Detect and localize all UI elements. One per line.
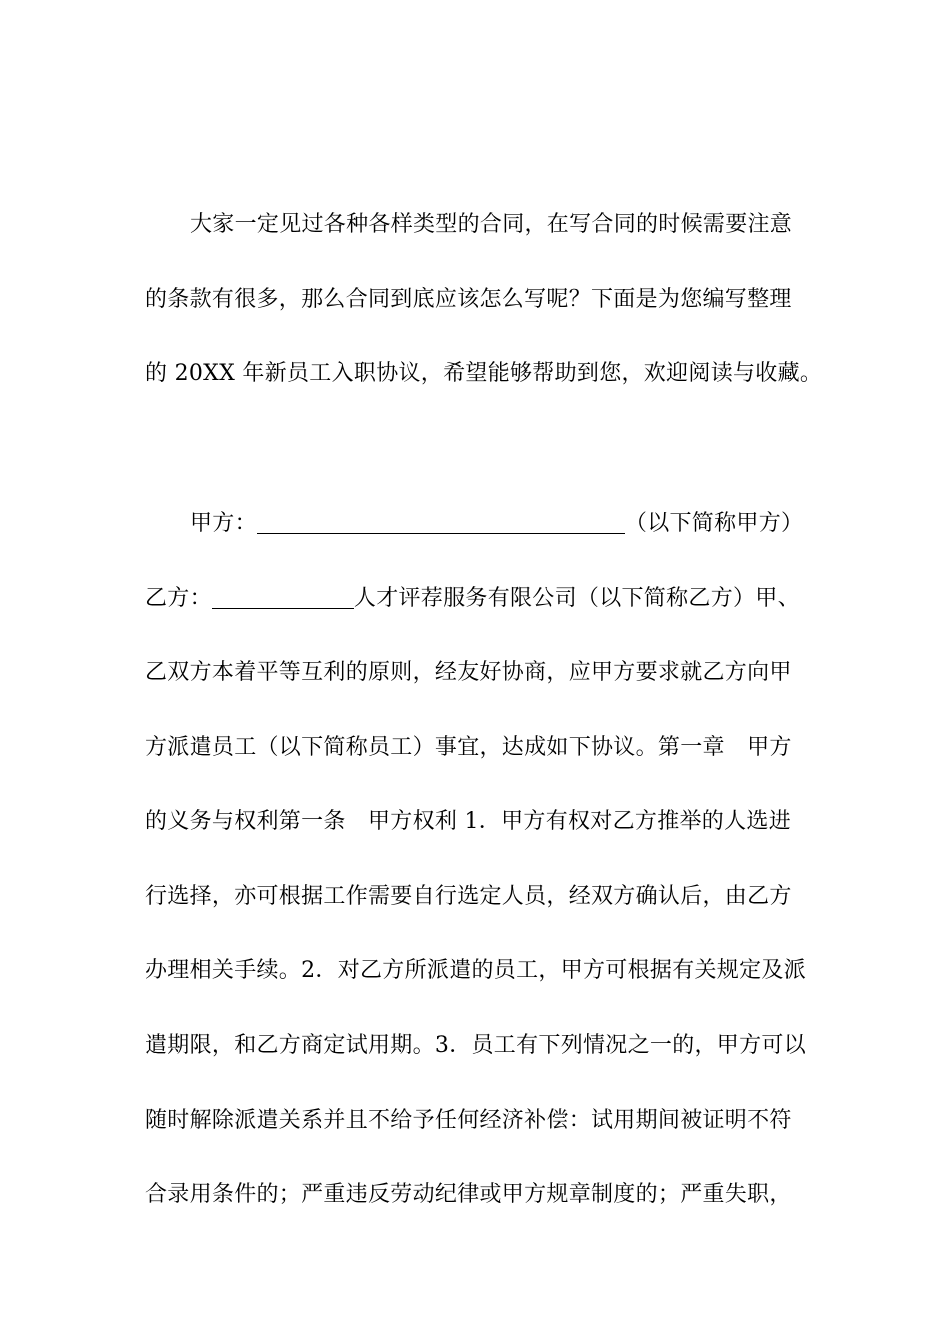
party-b-label: 乙方： bbox=[145, 586, 212, 611]
intro-line-2: 的条款有很多，那么合同到底应该怎么写呢？下面是为您编写整理 bbox=[145, 287, 792, 312]
party-b-suffix: 人才评荐服务有限公司（以下简称乙方）甲、 bbox=[353, 586, 800, 611]
body-line-5: 办理相关手续。2．对乙方所派遣的员工，甲方可根据有关规定及派 bbox=[145, 958, 806, 983]
party-a-label: 甲方： bbox=[190, 511, 257, 536]
party-b-line bbox=[145, 583, 805, 615]
body-line-4: 行选择，亦可根据工作需要自行选定人员，经双方确认后，由乙方 bbox=[145, 884, 792, 909]
party-a-blank bbox=[257, 513, 625, 534]
body-line-1: 乙双方本着平等互利的原则，经友好协商，应甲方要求就乙方向甲 bbox=[145, 660, 792, 685]
body-line-2: 方派遣员工（以下简称员工）事宜，达成如下协议。第一章 甲方 bbox=[145, 735, 792, 760]
party-b-blank bbox=[212, 588, 354, 609]
party-a-line bbox=[190, 508, 805, 540]
intro-line-3: 的 20XX 年新员工入职协议，希望能够帮助到您，欢迎阅读与收藏。 bbox=[145, 361, 823, 386]
body-line-3: 的义务与权利第一条 甲方权利 1．甲方有权对乙方推举的人选进 bbox=[145, 809, 791, 834]
body-line-7: 随时解除派遣关系并且不给予任何经济补偿：试用期间被证明不符 bbox=[145, 1108, 792, 1133]
party-a-suffix: （以下简称甲方） bbox=[624, 511, 804, 536]
intro-line-1: 大家一定见过各种各样类型的合同，在写合同的时候需要注意 bbox=[190, 212, 793, 237]
body-line-8: 合录用条件的；严重违反劳动纪律或甲方规章制度的；严重失职， bbox=[145, 1182, 792, 1207]
body-line-6: 遣期限，和乙方商定试用期。3．员工有下列情况之一的，甲方可以 bbox=[145, 1033, 806, 1058]
